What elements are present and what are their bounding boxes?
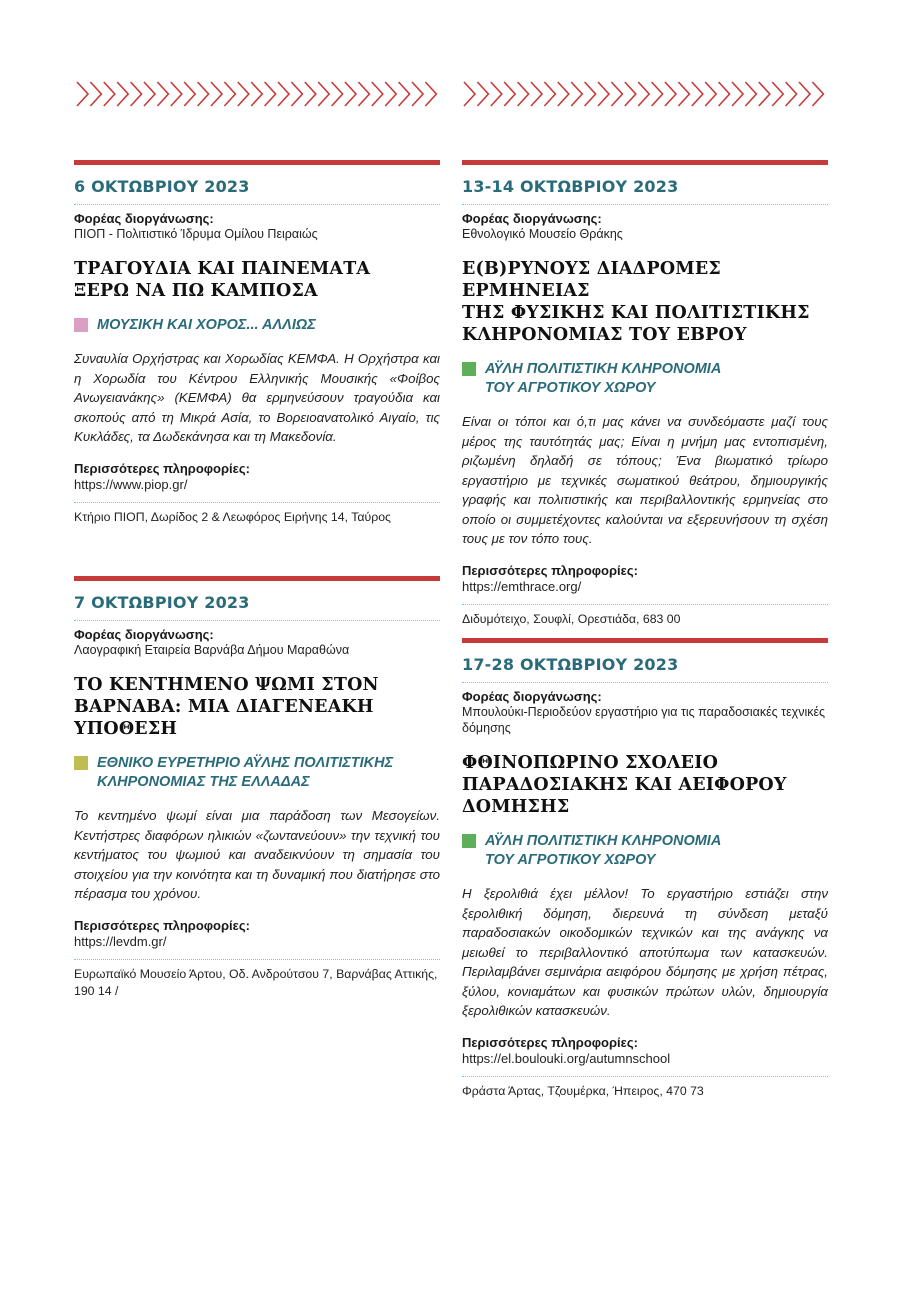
event-card bbox=[462, 160, 828, 628]
chevron-mark bbox=[544, 82, 555, 106]
chevron-mark bbox=[598, 82, 609, 106]
chevron-mark bbox=[692, 82, 703, 106]
category-square-icon bbox=[462, 362, 476, 376]
chevron-mark bbox=[171, 82, 182, 106]
event-title-line: ΠΑΡΑΔΟΣΙΑΚΗΣ ΚΑΙ ΑΕΙΦΟΡΟΥ bbox=[462, 775, 787, 795]
chevron-mark bbox=[558, 82, 569, 106]
organizer-value: Μπουλούκι-Περιοδεύον εργαστήριο για τις παραδοσιακές τεχνικές δόμησης bbox=[462, 705, 826, 735]
event-description: Είναι οι τόποι και ό,τι μας κάνει να συνδεόμαστε μαζί τους μέρος της ταυτότητάς μας; Είναι η μνήμη μας εντοπισμένη, ριζωμένη δηλαδή σε τόπους; Ένα βιωματικό τρίωρο εργαστήριο με τεχνικές σωματικού θεάτρου, δημιουργικής γραφής και πολιτιστικής και περιβαλλοντικής ερμηνείας στο οποίο οι συμμετέχοντες καλούνται να εξερευνήσουν τη σχέση τους με τον τόπο τους. bbox=[462, 414, 828, 546]
chevron-mark bbox=[745, 82, 756, 106]
event-date: 7 ΟΚΤΩΒΡΙΟΥ 2023 bbox=[74, 593, 250, 612]
chevron-mark bbox=[504, 82, 515, 106]
category-label: ΚΛΗΡΟΝΟΜΙΑΣ ΤΗΣ ΕΛΛΑΔΑΣ bbox=[97, 774, 310, 790]
chevron-mark bbox=[759, 82, 770, 106]
category-label: ΤΟΥ ΑΓΡΟΤΙΚΟΥ ΧΩΡΟΥ bbox=[485, 852, 656, 868]
event-category bbox=[462, 360, 828, 398]
organizer-value: ΠΙΟΠ - Πολιτιστικό Ίδρυμα Ομίλου Πειραιώς bbox=[74, 227, 318, 241]
event-description: Το κεντημένο ψωμί είναι μια παράδοση των Μεσογείων. Κεντήστρες διαφόρων ηλικιών «ζωντανεύουν» την τεχνική του κεντήματος του ψωμιού και αναδεικνύουν τη σημασία του στοιχείου για την κοινότητα και τη δυναμική που διατήρησε στο πέρασμα του χρόνου. bbox=[74, 808, 440, 901]
chevron-mark bbox=[104, 82, 115, 106]
dotted-rule bbox=[462, 204, 828, 205]
more-info-label: Περισσότερες πληροφορίες: bbox=[74, 917, 250, 933]
event-title-line: ΦΘΙΝΟΠΩΡΙΝΟ ΣΧΟΛΕΙΟ bbox=[462, 753, 719, 773]
chevron-mark bbox=[291, 82, 302, 106]
event-link[interactable]: https://levdm.gr/ bbox=[74, 933, 167, 949]
red-divider bbox=[74, 160, 440, 165]
event-title-line: ΤΟ ΚΕΝΤΗΜΕΝΟ ΨΩΜΙ ΣΤΟΝ bbox=[74, 675, 379, 695]
chevron-pattern-left bbox=[75, 80, 440, 110]
event-title-line: ΔΟΜΗΣΗΣ bbox=[462, 797, 570, 817]
event-category bbox=[74, 316, 440, 335]
chevron-mark bbox=[318, 82, 329, 106]
chevron-mark bbox=[211, 82, 222, 106]
chevron-mark bbox=[184, 82, 195, 106]
dotted-rule bbox=[462, 604, 828, 605]
chevron-mark bbox=[705, 82, 716, 106]
more-info-label: Περισσότερες πληροφορίες: bbox=[74, 460, 250, 476]
chevron-mark bbox=[90, 82, 101, 106]
dotted-rule bbox=[74, 959, 440, 960]
chevron-mark bbox=[332, 82, 343, 106]
dotted-rule bbox=[74, 620, 440, 621]
event-link[interactable]: https://www.piop.gr/ bbox=[74, 476, 188, 492]
chevron-mark bbox=[265, 82, 276, 106]
more-info-label: Περισσότερες πληροφορίες: bbox=[462, 1034, 638, 1050]
category-square-icon bbox=[74, 756, 88, 770]
category-label: ΤΟΥ ΑΓΡΟΤΙΚΟΥ ΧΩΡΟΥ bbox=[485, 380, 656, 396]
chevron-mark bbox=[585, 82, 596, 106]
organizer-label: Φορέας διοργάνωσης: bbox=[74, 211, 214, 226]
organizer-value: Λαογραφική Εταιρεία Βαρνάβα Δήμου Μαραθώνα bbox=[74, 643, 350, 657]
dotted-rule bbox=[462, 682, 828, 683]
dotted-rule bbox=[74, 502, 440, 503]
event-address: Διδυμότειχο, Σουφλί, Ορεστιάδα, 683 00 bbox=[462, 611, 681, 626]
category-square-icon bbox=[74, 318, 88, 332]
chevron-mark bbox=[358, 82, 369, 106]
event-card bbox=[462, 638, 828, 1100]
organizer-value: Εθνολογικό Μουσείο Θράκης bbox=[462, 227, 623, 241]
chevron-mark bbox=[464, 82, 475, 106]
chevron-mark bbox=[425, 82, 436, 106]
chevron-mark bbox=[518, 82, 529, 106]
event-card bbox=[74, 576, 440, 1000]
event-title-line: ΤΡΑΓΟΥΔΙΑ ΚΑΙ ΠΑΙΝΕΜΑΤΑ bbox=[74, 259, 371, 279]
category-label: ΑΫΛΗ ΠΟΛΙΤΙΣΤΙΚΗ ΚΛΗΡΟΝΟΜΙΑ bbox=[485, 361, 722, 377]
event-address: Ευρωπαϊκό Μουσείο Άρτου, Οδ. Ανδρούτσου 7, Βαρνάβας Αττικής, 190 14 / bbox=[74, 966, 438, 998]
chevron-icon bbox=[462, 80, 827, 110]
chevron-mark bbox=[665, 82, 676, 106]
event-title-line: ΒΑΡΝΑΒΑ: ΜΙΑ ΔΙΑΓΕΝΕΑΚΗ ΥΠΟΘΕΣΗ bbox=[74, 697, 374, 739]
chevron-mark bbox=[224, 82, 235, 106]
category-label: ΕΘΝΙΚΟ ΕΥΡΕΤΗΡΙΟ ΑΫΛΗΣ ΠΟΛΙΤΙΣΤΙΚΗΣ bbox=[97, 755, 394, 771]
event-link[interactable]: https://el.boulouki.org/autumnschool bbox=[462, 1050, 671, 1066]
chevron-mark bbox=[531, 82, 542, 106]
event-description: Η ξερολιθιά έχει μέλλον! Το εργαστήριο εστιάζει στην ξερολιθική δόμηση, διερευνά τη σύνδεση μεταξύ παραδοσιακών οικοδομικών τεχνικών και της ανάγκης να μειωθεί το περιβαλλοντικό αποτύπωμα των κατασκευών. Περιλαμβάνει σεμινάρια αειφόρου δόμησης με χρήση πέτρας, ξύλου, κονιαμάτων και φυσικών πρώτων υλών, δημιουργία ξερολιθικών κατασκευών. bbox=[462, 886, 828, 1018]
event-description: Συναυλία Ορχήστρας και Χορωδίας ΚΕΜΦΑ. Η Ορχήστρα και η Χορωδία του Κέντρου Ελληνικής Μουσικής «Φοίβος Ανωγειανάκης» (ΚΕΜΦΑ) θα ερμηνεύσουν τραγούδια και σκοπούς από τη Μικρά Ασία, το Βορειοανατολικό Αιγαίο, τις Κυκλάδες, τα Δωδεκάνησα και τη Μακεδονία. bbox=[74, 351, 440, 444]
chevron-mark bbox=[157, 82, 168, 106]
organizer-label: Φορέας διοργάνωσης: bbox=[462, 689, 602, 704]
event-title bbox=[74, 674, 440, 740]
chevron-mark bbox=[477, 82, 488, 106]
chevron-mark bbox=[732, 82, 743, 106]
chevron-mark bbox=[238, 82, 249, 106]
event-date: 6 ΟΚΤΩΒΡΙΟΥ 2023 bbox=[74, 177, 250, 196]
chevron-mark bbox=[117, 82, 128, 106]
event-address: Φράστα Άρτας, Τζουμέρκα, Ήπειρος, 470 73 bbox=[462, 1083, 704, 1098]
chevron-mark bbox=[786, 82, 797, 106]
event-title bbox=[462, 752, 828, 818]
event-title bbox=[462, 258, 828, 346]
chevron-mark bbox=[305, 82, 316, 106]
chevron-mark bbox=[251, 82, 262, 106]
chevron-mark bbox=[372, 82, 383, 106]
chevron-mark bbox=[652, 82, 663, 106]
dotted-rule bbox=[74, 204, 440, 205]
chevron-mark bbox=[345, 82, 356, 106]
event-title-line: Ε(Β)ΡΥΝΟΥΣ ΔΙΑΔΡΟΜΕΣ ΕΡΜΗΝΕΙΑΣ bbox=[462, 259, 721, 301]
chevron-mark bbox=[678, 82, 689, 106]
chevron-mark bbox=[719, 82, 730, 106]
dotted-rule bbox=[462, 1076, 828, 1077]
chevron-mark bbox=[772, 82, 783, 106]
event-category bbox=[462, 832, 828, 870]
chevron-mark bbox=[385, 82, 396, 106]
chevron-mark bbox=[278, 82, 289, 106]
chevron-mark bbox=[799, 82, 810, 106]
red-divider bbox=[74, 576, 440, 581]
chevron-mark bbox=[131, 82, 142, 106]
organizer-label: Φορέας διοργάνωσης: bbox=[462, 211, 602, 226]
chevron-mark bbox=[144, 82, 155, 106]
event-category bbox=[74, 754, 440, 792]
chevron-mark bbox=[198, 82, 209, 106]
more-info-label: Περισσότερες πληροφορίες: bbox=[462, 562, 638, 578]
category-label: ΜΟΥΣΙΚΗ ΚΑΙ ΧΟΡΟΣ... ΑΛΛΙΩΣ bbox=[97, 317, 316, 333]
category-label: ΑΫΛΗ ΠΟΛΙΤΙΣΤΙΚΗ ΚΛΗΡΟΝΟΜΙΑ bbox=[485, 833, 722, 849]
red-divider bbox=[462, 638, 828, 643]
chevron-mark bbox=[412, 82, 423, 106]
event-title-line: ΤΗΣ ΦΥΣΙΚΗΣ ΚΑΙ ΠΟΛΙΤΙΣΤΙΚΗΣ bbox=[462, 303, 810, 323]
red-divider bbox=[462, 160, 828, 165]
chevron-mark bbox=[638, 82, 649, 106]
chevron-mark bbox=[571, 82, 582, 106]
chevron-mark bbox=[625, 82, 636, 106]
chevron-pattern-right bbox=[462, 80, 827, 110]
event-title-line: ΞΕΡΩ ΝΑ ΠΩ ΚΑΜΠΟΣΑ bbox=[74, 281, 318, 301]
event-address: Κτήριο ΠΙΟΠ, Δωρίδος 2 & Λεωφόρος Ειρήνης 14, Ταύρος bbox=[74, 509, 391, 524]
event-date: 13-14 ΟΚΤΩΒΡΙΟΥ 2023 bbox=[462, 177, 679, 196]
event-title-line: ΚΛΗΡΟΝΟΜΙΑΣ ΤΟΥ ΕΒΡΟΥ bbox=[462, 325, 747, 345]
event-card bbox=[74, 160, 440, 526]
organizer-label: Φορέας διοργάνωσης: bbox=[74, 627, 214, 642]
chevron-mark bbox=[611, 82, 622, 106]
event-link[interactable]: https://emthrace.org/ bbox=[462, 578, 582, 594]
chevron-mark bbox=[399, 82, 410, 106]
chevron-mark bbox=[491, 82, 502, 106]
event-title bbox=[74, 258, 440, 302]
chevron-mark bbox=[812, 82, 823, 106]
category-square-icon bbox=[462, 834, 476, 848]
chevron-mark bbox=[77, 82, 88, 106]
event-date: 17-28 ΟΚΤΩΒΡΙΟΥ 2023 bbox=[462, 655, 679, 674]
chevron-icon bbox=[75, 80, 440, 110]
